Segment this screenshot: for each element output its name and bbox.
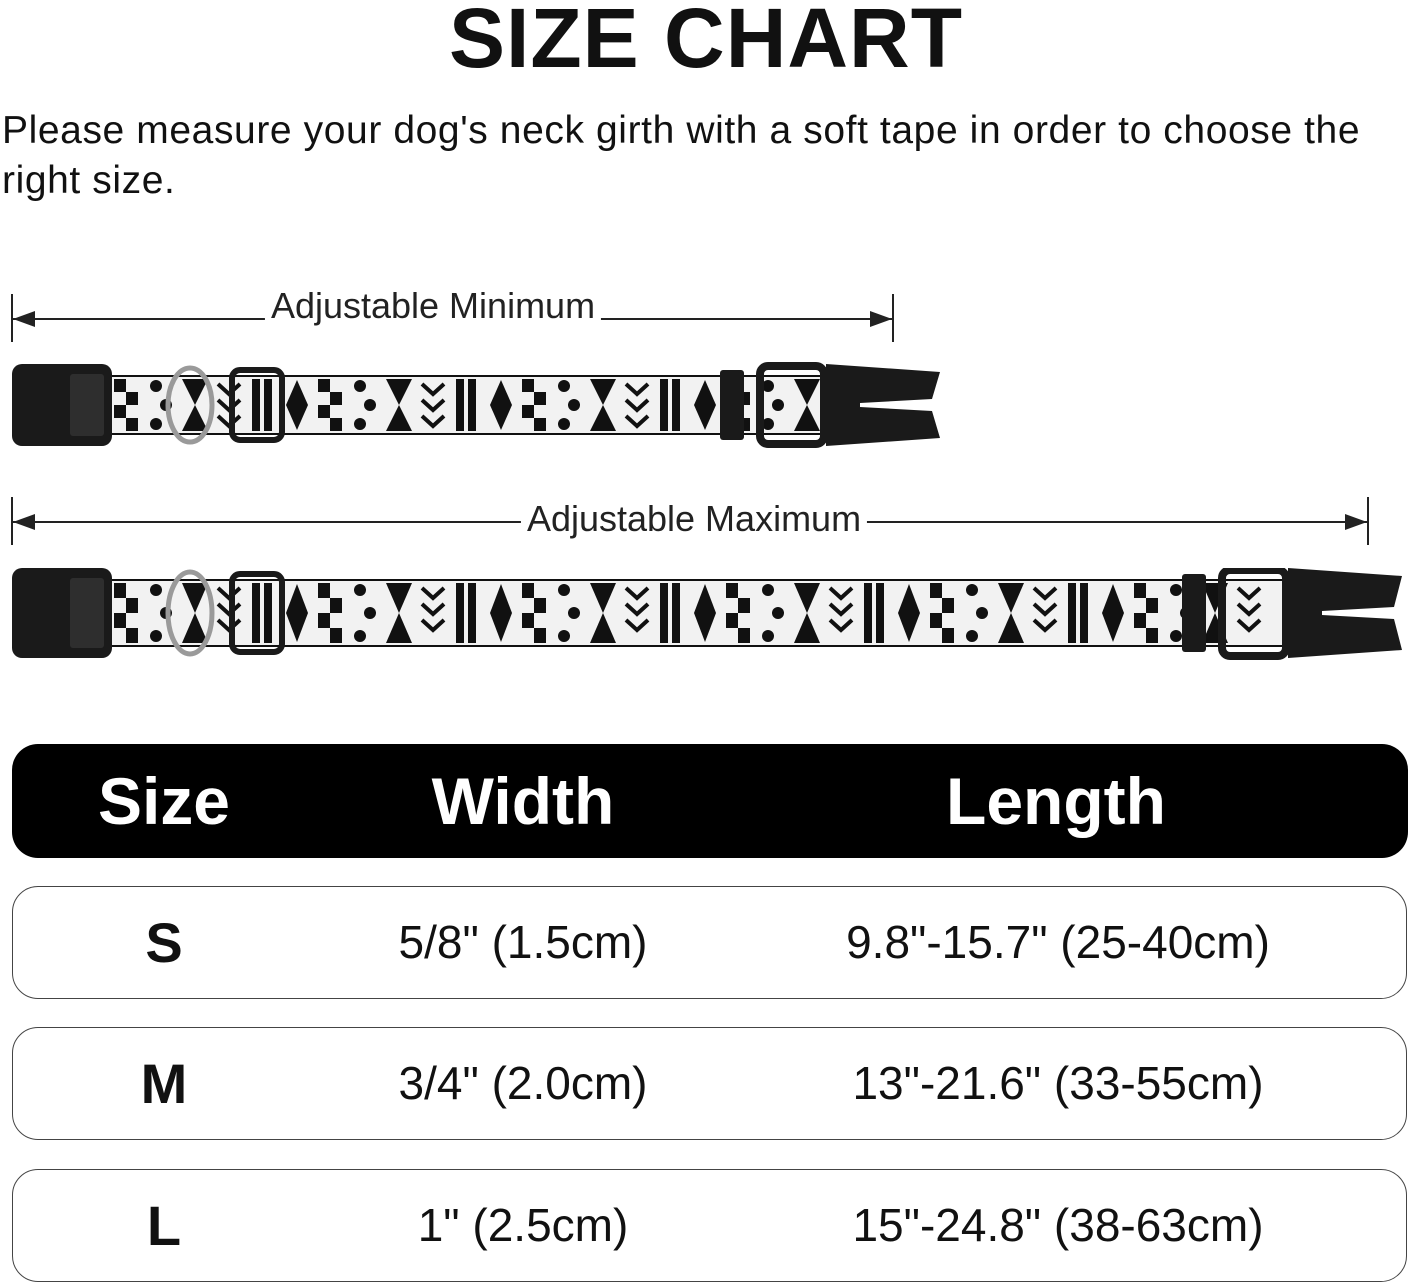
table-row [12, 1169, 1407, 1282]
length-cell: 15"-24.8" (38-63cm) [852, 1199, 1264, 1251]
minimum-label: Adjustable Minimum [265, 284, 601, 328]
length-cell: 13"-21.6" (33-55cm) [852, 1057, 1264, 1109]
width-cell: 1" (2.5cm) [417, 1199, 629, 1251]
arrow-left-icon [13, 311, 35, 327]
collar-minimum-image [10, 360, 950, 450]
arrow-right-icon [1345, 514, 1367, 530]
minimum-dimension-line [11, 285, 894, 354]
size-cell: L [146, 1194, 182, 1257]
length-cell: 9.8"-15.7" (25-40cm) [846, 916, 1270, 968]
header-size: Size [97, 764, 231, 838]
maximum-label: Adjustable Maximum [521, 497, 867, 541]
table-row [12, 886, 1407, 999]
table-header [12, 744, 1408, 858]
dimension-tick-right [892, 294, 894, 342]
arrow-left-icon [13, 514, 35, 530]
size-cell: M [140, 1052, 188, 1115]
size-cell: S [145, 911, 183, 974]
width-cell: 5/8" (1.5cm) [398, 916, 648, 968]
arrow-right-icon [870, 311, 892, 327]
table-row [12, 1027, 1407, 1140]
maximum-dimension-line [11, 497, 1369, 557]
dimension-tick-right [1367, 497, 1369, 545]
collar-maximum-image [10, 568, 1412, 660]
header-length: Length [946, 764, 1166, 838]
width-cell: 3/4" (2.0cm) [398, 1057, 648, 1109]
header-width: Width [431, 764, 615, 838]
page-title: SIZE CHART [449, 0, 963, 85]
measure-instructions: Please measure your dog's neck girth with a soft tape in order to choose the right size. [2, 109, 1361, 202]
